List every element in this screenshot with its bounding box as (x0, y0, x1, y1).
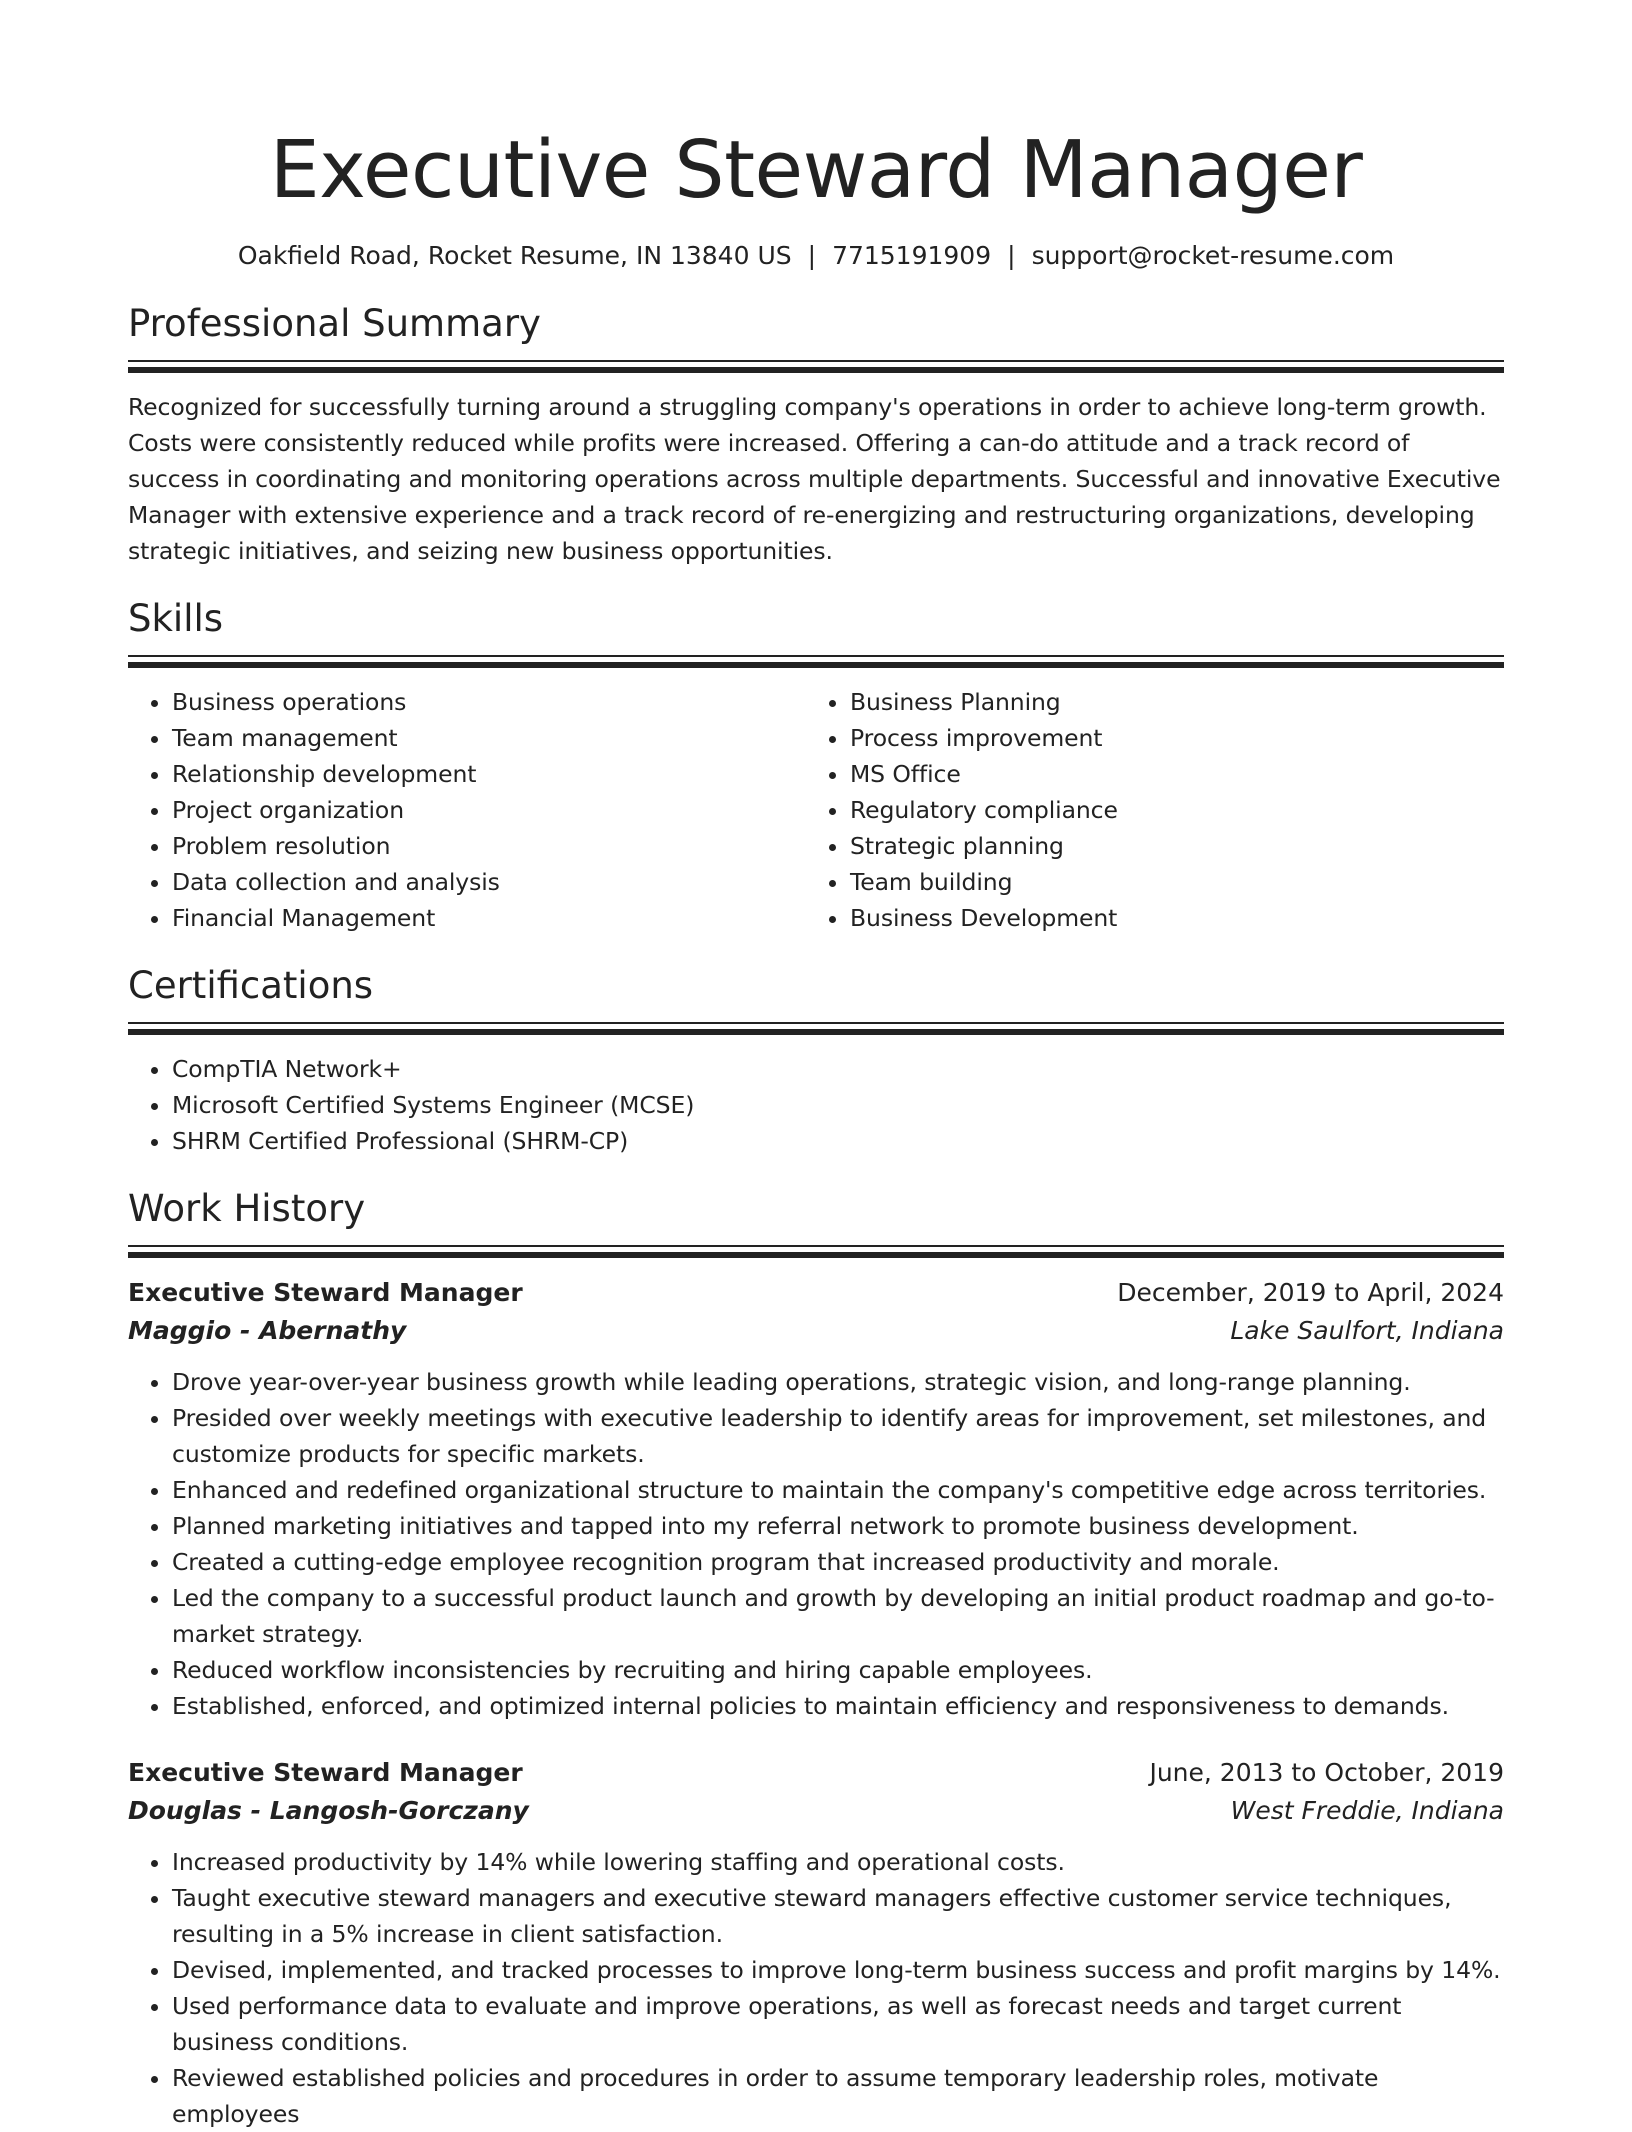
job-dates: December, 2019 to April, 2024 (1117, 1278, 1504, 1307)
job-bullet: • Created a cutting-edge employee recognition program that increased productivity and morale. (172, 1544, 1504, 1580)
summary-section (128, 302, 1504, 569)
job-bullet: • Devised, implemented, and tracked processes to improve long-term business success and profit margins by 14%. (172, 1952, 1504, 1988)
certification-item: • CompTIA Network+ (172, 1051, 1504, 1087)
section-rule (128, 1022, 1504, 1024)
contact-email: support@rocket-resume.com (1031, 241, 1395, 270)
job-company: Douglas - Langosh-Gorczany (128, 1796, 529, 1825)
skills-columns (128, 684, 1504, 936)
contact-line (128, 240, 1504, 272)
certification-item: • Microsoft Certified Systems Engineer (MCSE) (172, 1087, 1504, 1123)
job-bullet: • Led the company to a successful product launch and growth by developing an initial product roadmap and go-to-market strategy. (172, 1580, 1504, 1652)
job-title: Executive Steward Manager (128, 1758, 523, 1787)
skill-item: • Strategic planning (850, 828, 1484, 864)
job-bullet: • Taught executive steward managers and executive steward managers effective customer service techniques, resulting in a 5% increase in client satisfaction. (172, 1880, 1504, 1952)
section-title-work-history: Work History (128, 1187, 366, 1230)
job-bullet: • Planned marketing initiatives and tapped into my referral network to promote business development. (172, 1508, 1504, 1544)
job-bullet: • Used performance data to evaluate and improve operations, as well as forecast needs and target current business conditions. (172, 1988, 1504, 2060)
skills-list-right (806, 684, 1484, 936)
job-bullet-list (128, 1364, 1504, 1724)
contact-separator: | (1007, 241, 1016, 270)
job-bullet: • Enhanced and redefined organizational structure to maintain the company's competitive edge across territories. (172, 1472, 1504, 1508)
skills-column-left (128, 684, 806, 936)
certifications-section (128, 964, 1504, 1159)
section-title-certifications: Certifications (128, 964, 374, 1007)
section-rule (128, 1245, 1504, 1247)
skills-list-left (128, 684, 806, 936)
job-bullet-list (128, 1844, 1504, 2132)
section-rule (128, 662, 1504, 668)
skill-item: • Process improvement (850, 720, 1484, 756)
section-rule (128, 367, 1504, 373)
skills-column-right (806, 684, 1484, 936)
section-rule (128, 1029, 1504, 1035)
job-bullet: • Drove year-over-year business growth while leading operations, strategic vision, and long-range planning. (172, 1364, 1504, 1400)
skill-item: • Financial Management (172, 900, 806, 936)
job-location: West Freddie, Indiana (1230, 1796, 1504, 1825)
job-company: Maggio - Abernathy (128, 1316, 407, 1345)
section-rule (128, 1252, 1504, 1258)
section-title-summary: Professional Summary (128, 302, 541, 345)
skill-item: • Team management (172, 720, 806, 756)
skill-item: • Data collection and analysis (172, 864, 806, 900)
skills-section (128, 597, 1504, 936)
work-history-section (128, 1187, 1504, 2132)
summary-text: Recognized for successfully turning around a struggling company's operations in order to achieve long-term growth. Costs were consistently reduced while profits were increased. Offering a can-do attitude and a track record of success in coordinating and monitoring operations across multiple departments. Successful and innovative Executive Manager with extensive experience and a track record of re-energizing and restructuring organizations, developing strategic initiatives, and seizing new business opportunities. (128, 393, 1501, 565)
job-bullet: • Reviewed established policies and procedures in order to assume temporary leadership roles, motivate employees (172, 2060, 1504, 2132)
section-rule (128, 655, 1504, 657)
resume-page (128, 0, 1504, 2132)
job-bullet: • Reduced workflow inconsistencies by recruiting and hiring capable employees. (172, 1652, 1504, 1688)
skill-item: • Business Development (850, 900, 1484, 936)
job-location: Lake Saulfort, Indiana (1230, 1316, 1504, 1345)
job-subheader (128, 1792, 1504, 1830)
job-entry (128, 1754, 1504, 2132)
skill-item: • Business Planning (850, 684, 1484, 720)
job-header (128, 1274, 1504, 1312)
job-dates: June, 2013 to October, 2019 (1149, 1758, 1504, 1787)
job-entry (128, 1274, 1504, 1724)
job-header (128, 1754, 1504, 1792)
skill-item: • Team building (850, 864, 1484, 900)
job-bullet: • Established, enforced, and optimized internal policies to maintain efficiency and responsiveness to demands. (172, 1688, 1504, 1724)
skill-item: • Project organization (172, 792, 806, 828)
certification-item: • SHRM Certified Professional (SHRM-CP) (172, 1123, 1504, 1159)
skill-item: • Business operations (172, 684, 806, 720)
job-title: Executive Steward Manager (128, 1278, 523, 1307)
candidate-name: Executive Steward Manager (269, 124, 1363, 216)
job-bullet: • Increased productivity by 14% while lowering staffing and operational costs. (172, 1844, 1504, 1880)
job-subheader (128, 1312, 1504, 1350)
job-bullet: • Presided over weekly meetings with executive leadership to identify areas for improvement, set milestones, and customize products for specific markets. (172, 1400, 1504, 1472)
certifications-list (128, 1051, 1504, 1159)
skill-item: • Regulatory compliance (850, 792, 1484, 828)
contact-phone: 7715191909 (832, 241, 992, 270)
skill-item: • MS Office (850, 756, 1484, 792)
section-rule (128, 360, 1504, 362)
contact-address: Oakfield Road, Rocket Resume, IN 13840 US (237, 241, 792, 270)
contact-separator: | (807, 241, 817, 270)
section-title-skills: Skills (128, 597, 224, 640)
skill-item: • Relationship development (172, 756, 806, 792)
skill-item: • Problem resolution (172, 828, 806, 864)
